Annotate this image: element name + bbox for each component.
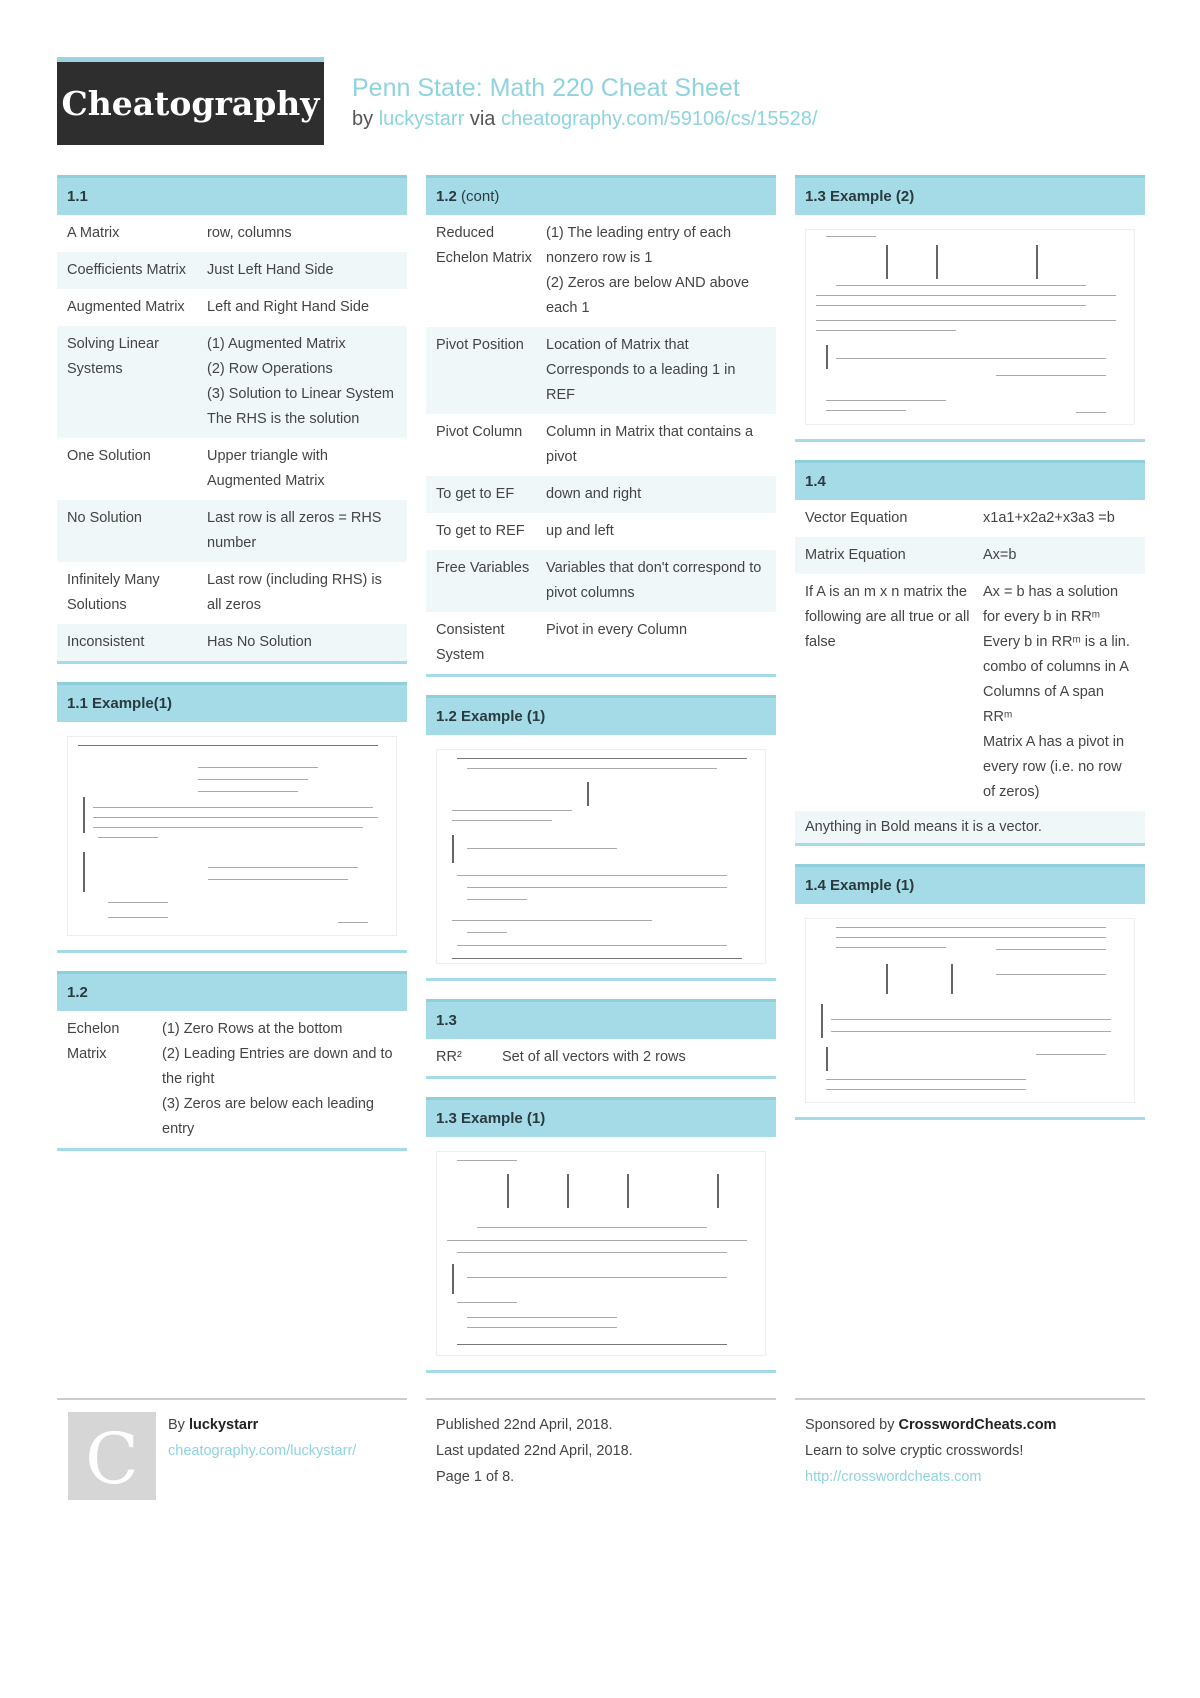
section-1-2-example [426, 695, 776, 981]
updated-date: Last updated 22nd April, 2018. [436, 1443, 633, 1459]
table-row [426, 327, 776, 414]
row-key: Vector Equation [805, 510, 908, 526]
row-value: up and left [546, 523, 614, 539]
published-date: Published 22nd April, 2018. [436, 1417, 613, 1433]
row-key: If A is an m x n matrix the following are all true or all false [805, 584, 970, 650]
footer-divider-1 [57, 1398, 407, 1400]
table-row [57, 1011, 407, 1148]
section-title: 1.3 Example (2) [795, 175, 1145, 215]
row-key: RR² [436, 1049, 462, 1065]
row-value: Ax = b has a solution for every b in RRᵐ Every b in RRᵐ is a lin. combo of columns in A Columns of A span RRᵐ Matrix A has a pivot in every row (i.e. no row of zeros) [983, 584, 1130, 800]
row-key: Pivot Column [436, 424, 523, 440]
row-value: x1a1+x2a2+x3a3 =b [983, 510, 1115, 526]
example-math-image [436, 1151, 766, 1356]
table-row [426, 1039, 776, 1076]
row-key: Matrix Equation [805, 547, 906, 563]
section-rows [426, 215, 776, 674]
footer-author-url[interactable]: cheatography.com/luckystarr/ [168, 1443, 357, 1459]
section-1-1 [57, 175, 407, 664]
row-value: Set of all vectors with 2 rows [502, 1049, 686, 1065]
row-key: Consistent System [436, 622, 505, 663]
section-title: 1.4 Example (1) [795, 864, 1145, 904]
section-1-2 [57, 971, 407, 1151]
author-avatar[interactable] [68, 1412, 156, 1500]
row-key: To get to EF [436, 486, 515, 502]
row-value: Location of Matrix that Corresponds to a leading 1 in REF [546, 337, 736, 403]
footer-divider-2 [426, 1398, 776, 1400]
section-rows [57, 1011, 407, 1148]
row-key: Solving Linear Systems [67, 336, 159, 377]
table-row [57, 624, 407, 661]
section-rows [426, 1039, 776, 1076]
footer-divider-3 [795, 1398, 1145, 1400]
section-title-suffix: (cont) [461, 188, 500, 205]
table-row [426, 414, 776, 476]
author-link[interactable]: luckystarr [378, 108, 465, 130]
table-row [426, 612, 776, 674]
table-row [795, 574, 1145, 811]
table-row [57, 438, 407, 500]
column-2 [426, 175, 776, 1391]
section-title: 1.3 [426, 999, 776, 1039]
footer-author-block [168, 1412, 356, 1464]
row-key: Free Variables [436, 560, 530, 576]
table-row [57, 215, 407, 252]
footer-publish-block [436, 1412, 633, 1490]
avatar-letter: C [85, 1418, 139, 1500]
table-row [426, 513, 776, 550]
example-math-image [805, 918, 1135, 1103]
example-image-wrap [426, 735, 776, 978]
example-math-image [436, 749, 766, 964]
section-title: 1.4 [795, 460, 1145, 500]
table-row [426, 215, 776, 327]
sponsor-line [805, 1412, 1056, 1438]
row-value: Ax=b [983, 547, 1017, 563]
row-value: Variables that don't correspond to pivot columns [546, 560, 762, 601]
row-value: row, columns [207, 225, 292, 241]
section-rows [795, 500, 1145, 811]
logo[interactable] [57, 57, 324, 145]
page-title: Penn State: Math 220 Cheat Sheet [352, 74, 740, 102]
table-row [795, 537, 1145, 574]
example-image-wrap [57, 722, 407, 950]
table-row [57, 252, 407, 289]
row-value: (1) Augmented Matrix (2) Row Operations (3) Solution to Linear System The RHS is the solution [207, 336, 394, 427]
sponsored-label: Sponsored by [805, 1417, 895, 1433]
section-title: 1.2 [57, 971, 407, 1011]
row-value: (1) The leading entry of each nonzero row is 1 (2) Zeros are below AND above each 1 [546, 225, 750, 316]
section-1-3-example-1 [426, 1097, 776, 1373]
row-key: Echelon Matrix [67, 1021, 120, 1062]
table-row [426, 550, 776, 612]
table-row [57, 326, 407, 438]
section-1-2-cont [426, 175, 776, 677]
row-key: One Solution [67, 448, 151, 464]
footer-author-name[interactable]: luckystarr [188, 1417, 259, 1433]
section-1-4-example [795, 864, 1145, 1120]
row-key: A Matrix [67, 225, 120, 241]
footer-by-label: By [168, 1417, 185, 1433]
row-value: Left and Right Hand Side [207, 299, 370, 315]
column-1 [57, 175, 407, 1169]
section-title-main: 1.2 [436, 188, 457, 205]
row-value: (1) Zero Rows at the bottom (2) Leading Entries are down and to the right (3) Zeros are below each leading entry [162, 1021, 393, 1137]
logo-text: Cheatography [61, 84, 320, 123]
row-value: Upper triangle with Augmented Matrix [207, 448, 328, 489]
page-number: Page 1 of 8. [436, 1469, 515, 1485]
byline [352, 108, 817, 131]
section-rows [57, 215, 407, 661]
section-1-3 [426, 999, 776, 1079]
section-title: 1.1 Example(1) [57, 682, 407, 722]
row-value: Has No Solution [207, 634, 312, 650]
row-value: Last row is all zeros = RHS number [207, 510, 382, 551]
section-title: 1.2 Example (1) [426, 695, 776, 735]
row-key: Infinitely Many Solutions [67, 572, 160, 613]
section-title: 1.1 [57, 175, 407, 215]
example-math-image [805, 229, 1135, 425]
table-row [57, 562, 407, 624]
example-image-wrap [795, 904, 1145, 1117]
section-title: 1.3 Example (1) [426, 1097, 776, 1137]
by-label: by [352, 108, 374, 130]
section-1-1-example [57, 682, 407, 953]
sponsor-tagline: Learn to solve cryptic crosswords! [805, 1443, 1024, 1459]
table-row [795, 500, 1145, 537]
sheet-url-link[interactable]: cheatography.com/59106/cs/15528/ [500, 108, 818, 130]
table-row [57, 500, 407, 562]
row-value: Column in Matrix that contains a pivot [546, 424, 754, 465]
row-key: Reduced Echelon Matrix [436, 225, 532, 266]
footer-sponsor-block [805, 1412, 1056, 1490]
row-key: Coefficients Matrix [67, 262, 186, 278]
row-key: Inconsistent [67, 634, 145, 650]
example-math-image [67, 736, 397, 936]
row-value: Just Left Hand Side [207, 262, 334, 278]
footer-author-line [168, 1412, 356, 1438]
section-title [426, 175, 776, 215]
row-value: down and right [546, 486, 642, 502]
column-3 [795, 175, 1145, 1138]
sponsor-name[interactable]: CrosswordCheats.com [898, 1417, 1057, 1433]
table-row [57, 289, 407, 326]
via-label: via [469, 108, 496, 130]
row-value: Last row (including RHS) is all zeros [207, 572, 382, 613]
sponsor-url[interactable]: http://crosswordcheats.com [805, 1469, 982, 1485]
section-1-4 [795, 460, 1145, 846]
bold-vector-note: Anything in Bold means it is a vector. [795, 811, 1145, 843]
section-1-3-example-2 [795, 175, 1145, 442]
table-row [426, 476, 776, 513]
row-key: Pivot Position [436, 337, 524, 353]
row-key: To get to REF [436, 523, 525, 539]
row-key: No Solution [67, 510, 142, 526]
row-value: Pivot in every Column [546, 622, 688, 638]
row-key: Augmented Matrix [67, 299, 185, 315]
example-image-wrap [426, 1137, 776, 1370]
example-image-wrap [795, 215, 1145, 439]
